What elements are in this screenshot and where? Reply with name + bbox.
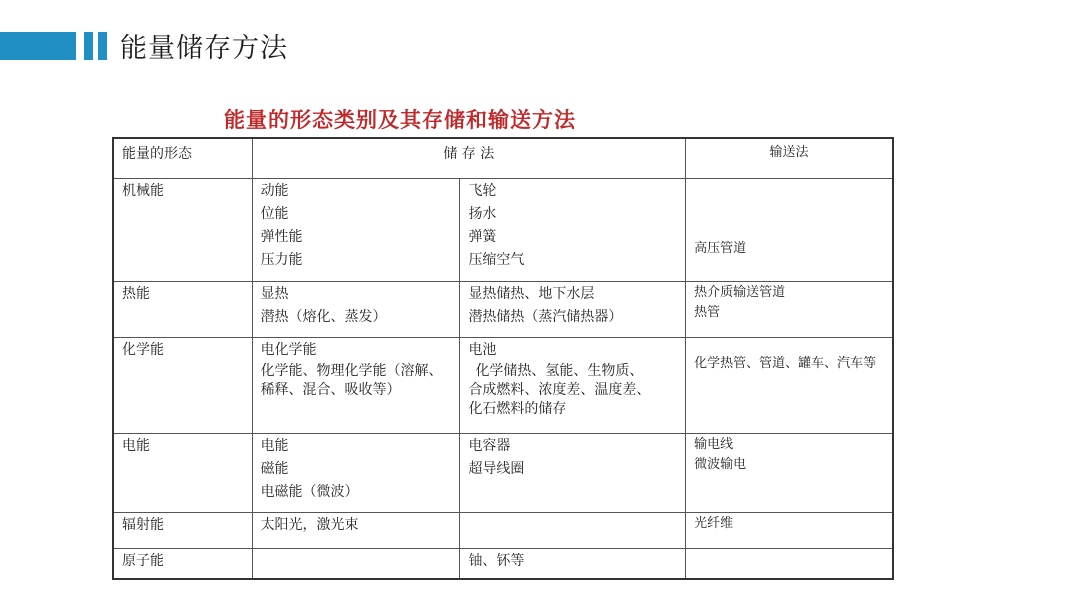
form-cell: 机械能 [113, 179, 252, 282]
transport-item: 微波输电 [694, 457, 747, 472]
table-header-row [113, 138, 893, 179]
transport-item: 热管 [694, 305, 721, 320]
header-accent-stripe-1 [84, 32, 93, 60]
page-title: 能量储存方法 [120, 33, 288, 64]
storage-b-cell [460, 282, 686, 338]
transport-cell [686, 549, 893, 579]
header-accent-bar [0, 32, 76, 60]
storage-a-cell [252, 282, 460, 338]
storage-item: 压缩空气 [468, 252, 525, 268]
storage-item: 化学储热、氢能、生物质、 [475, 363, 644, 379]
storage-item: 电化学能 [260, 342, 317, 358]
transport-item: 高压管道 [694, 241, 747, 256]
form-cell: 热能 [113, 282, 252, 338]
storage-item: 铀、钚等 [468, 553, 525, 569]
storage-item: 飞轮 [468, 183, 497, 199]
transport-cell [686, 513, 893, 549]
table-title: 能量的形态类别及其存储和输送方法 [224, 107, 576, 132]
transport-item: 光纤维 [694, 516, 734, 531]
storage-item: 电容器 [468, 438, 511, 454]
table-row [113, 338, 893, 434]
storage-item: 弹性能 [260, 229, 303, 245]
storage-item: 化石燃料的储存 [468, 401, 567, 417]
storage-item: 电能 [260, 438, 289, 454]
table-row [113, 282, 893, 338]
transport-cell [686, 179, 893, 282]
storage-item: 显热 [260, 286, 289, 302]
storage-item: 扬水 [468, 206, 497, 222]
form-cell: 电能 [113, 434, 252, 513]
storage-a-cell [252, 338, 460, 434]
form-cell: 化学能 [113, 338, 252, 434]
storage-item: 电磁能（微波） [260, 484, 359, 500]
storage-item: 显热储热、地下水层 [468, 286, 595, 302]
storage-b-cell [460, 338, 686, 434]
transport-item: 化学热管、管道、罐车、汽车等 [694, 356, 877, 371]
storage-item: 合成燃料、浓度差、温度差、 [468, 382, 651, 398]
header-storage: 储 存 法 [252, 138, 686, 179]
storage-a-cell [252, 434, 460, 513]
storage-item: 电池 [468, 342, 497, 358]
storage-b-cell [460, 513, 686, 549]
transport-cell [686, 338, 893, 434]
storage-item: 磁能 [260, 461, 289, 477]
storage-item: 弹簧 [468, 229, 497, 245]
storage-a-cell [252, 549, 460, 579]
table-row [113, 549, 893, 579]
storage-item: 压力能 [260, 252, 303, 268]
header-accent-stripe-2 [98, 32, 107, 60]
storage-item: 位能 [260, 206, 289, 222]
storage-a-cell [252, 179, 460, 282]
header-transport: 输送法 [686, 138, 893, 179]
storage-item: 动能 [260, 183, 289, 199]
storage-item: 超导线圈 [468, 461, 525, 477]
storage-a-cell [252, 513, 460, 549]
storage-item: 稀释、混合、吸收等） [260, 382, 401, 398]
storage-b-cell [460, 179, 686, 282]
storage-b-cell [460, 549, 686, 579]
form-cell: 辐射能 [113, 513, 252, 549]
table-row [113, 513, 893, 549]
transport-item: 输电线 [694, 437, 734, 452]
table-row [113, 434, 893, 513]
storage-item: 太阳光，激光束 [260, 517, 359, 533]
storage-b-cell [460, 434, 686, 513]
storage-item: 潜热（熔化、蒸发） [260, 309, 387, 325]
table-row [113, 179, 893, 282]
transport-cell [686, 434, 893, 513]
header-form: 能量的形态 [113, 138, 252, 179]
form-cell: 原子能 [113, 549, 252, 579]
storage-item: 化学能、物理化学能（溶解、 [260, 363, 443, 379]
transport-cell [686, 282, 893, 338]
energy-storage-table [112, 137, 894, 580]
transport-item: 热介质输送管道 [694, 285, 786, 300]
storage-item: 潜热储热（蒸汽储热器） [468, 309, 623, 325]
